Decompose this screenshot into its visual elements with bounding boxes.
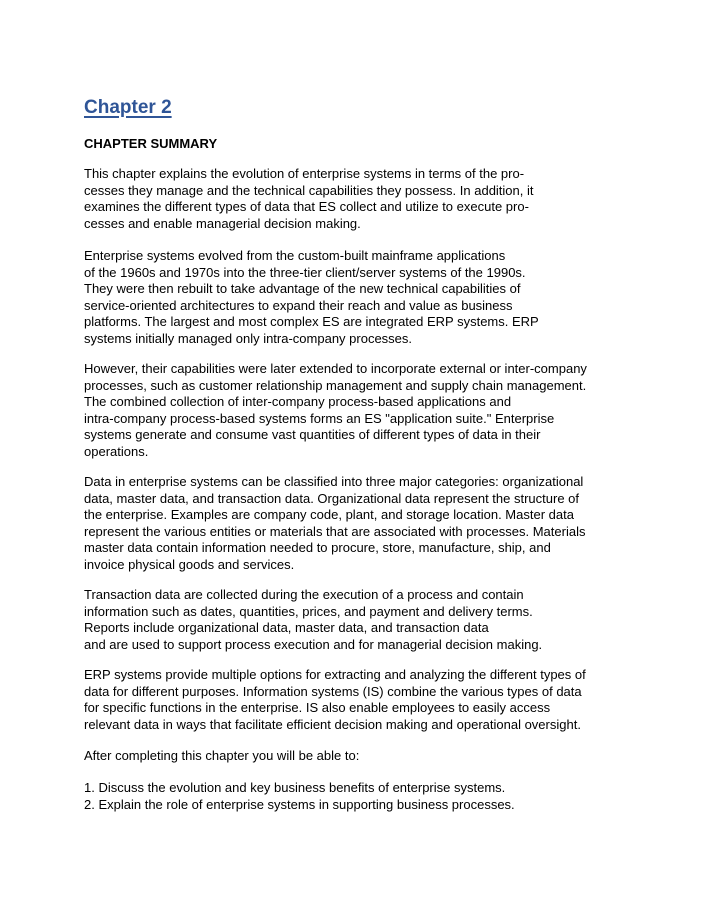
objective-item: 1. Discuss the evolution and key business benefits of enterprise systems.: [84, 780, 506, 795]
paragraph-line: cesses and enable managerial decision making.: [84, 215, 361, 231]
paragraph-line: examines the different types of data that ES collect and utilize to execute pro-: [84, 199, 529, 214]
paragraph-line: This chapter explains the evolution of enterprise systems in terms of the pro-: [84, 166, 525, 181]
paragraph-line: the enterprise. Examples are company code, plant, and storage location. Master data: [84, 507, 574, 522]
paragraph-line: represent the various entities or materials that are associated with processes. Materials: [84, 523, 586, 539]
paragraph-line: for specific functions in the enterprise. IS also enable employees to easily access: [84, 700, 551, 715]
paragraph-line: service-oriented architectures to expand their reach and value as business: [84, 297, 513, 313]
paragraph-line: ERP systems provide multiple options for extracting and analyzing the different types of: [84, 667, 586, 682]
paragraph-line: and are used to support process execution and for managerial decision making.: [84, 636, 543, 652]
paragraph-transaction-data: [84, 587, 542, 653]
paragraph-line: systems initially managed only intra-company processes.: [84, 330, 413, 346]
paragraph-line: They were then rebuilt to take advantage of the new technical capabilities of: [84, 281, 521, 296]
objective-item: 2. Explain the role of enterprise systems in supporting business processes.: [84, 796, 515, 812]
chapter-summary-heading: CHAPTER SUMMARY: [84, 136, 218, 151]
paragraph-line: Enterprise systems evolved from the custom-built mainframe applications: [84, 248, 506, 263]
paragraph-line: However, their capabilities were later extended to incorporate external or inter-company: [84, 361, 587, 376]
paragraph-erp-options: [84, 667, 586, 733]
paragraph-line: intra-company process-based systems forms an ES "application suite." Enterprise: [84, 410, 555, 426]
chapter-title: Chapter 2: [84, 97, 172, 118]
paragraph-intro: [84, 166, 534, 232]
paragraph-objectives-intro: [84, 748, 359, 765]
paragraph-line: processes, such as customer relationship management and supply chain management.: [84, 377, 587, 393]
paragraph-evolution: [84, 248, 539, 347]
paragraph-line: of the 1960s and 1970s into the three-tier client/server systems of the 1990s.: [84, 264, 526, 280]
paragraph-line: information such as dates, quantities, prices, and payment and delivery terms.: [84, 603, 533, 619]
paragraph-line: Data in enterprise systems can be classified into three major categories: organizational: [84, 474, 584, 489]
objectives-list: [84, 780, 515, 813]
paragraph-line: relevant data in ways that facilitate efficient decision making and operational oversight.: [84, 716, 581, 732]
paragraph-line: data for different purposes. Information systems (IS) combine the various types of data: [84, 683, 582, 699]
paragraph-line: data, master data, and transaction data. Organizational data represent the structure of: [84, 490, 580, 506]
paragraph-line: The combined collection of inter-company process-based applications and: [84, 394, 512, 409]
paragraph-line: platforms. The largest and most complex ES are integrated ERP systems. ERP: [84, 314, 539, 329]
paragraph-line: invoice physical goods and services.: [84, 556, 295, 572]
paragraph-capabilities: [84, 361, 587, 460]
paragraph-line: After completing this chapter you will be able to:: [84, 748, 360, 763]
paragraph-line: Reports include organizational data, master data, and transaction data: [84, 620, 489, 635]
paragraph-line: cesses they manage and the technical capabilities they possess. In addition, it: [84, 182, 534, 198]
paragraph-data-categories: [84, 474, 585, 573]
paragraph-line: systems generate and consume vast quantities of different types of data in their: [84, 427, 541, 442]
paragraph-line: Transaction data are collected during the execution of a process and contain: [84, 587, 524, 602]
paragraph-line: operations.: [84, 443, 149, 459]
paragraph-line: master data contain information needed to procure, store, manufacture, ship, and: [84, 540, 551, 555]
